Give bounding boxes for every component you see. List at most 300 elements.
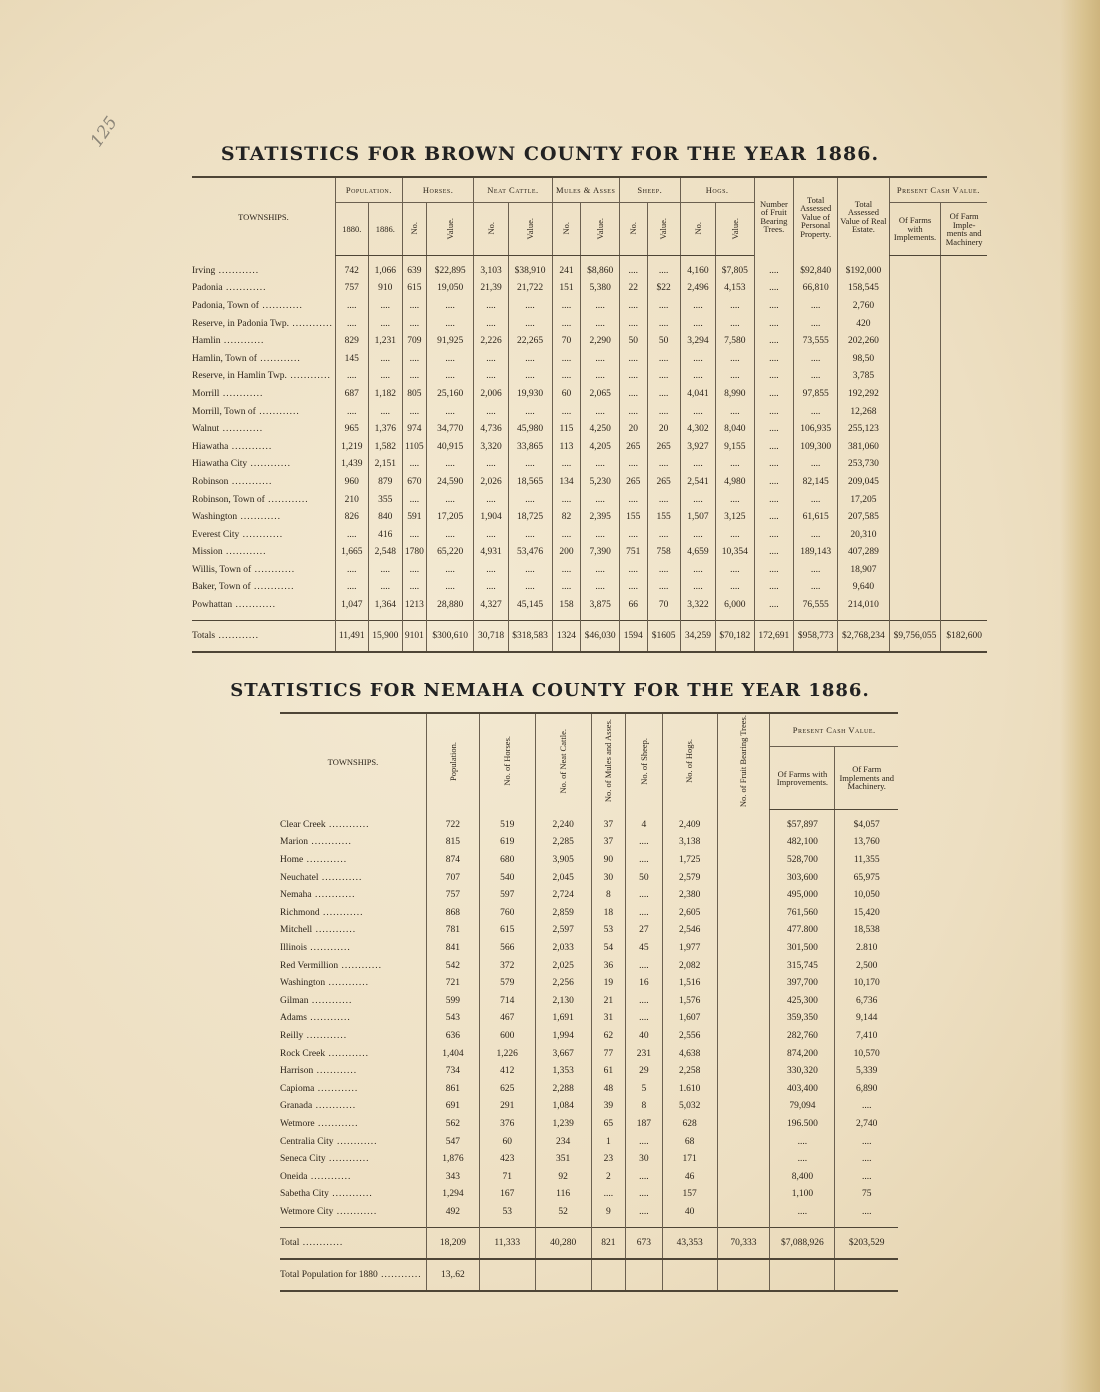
- table-cell: ....: [474, 403, 508, 421]
- table-cell: 359,350: [770, 1010, 835, 1028]
- table-cell: 158,545: [838, 280, 890, 298]
- table-cell: ....: [680, 561, 715, 579]
- table-cell: ....: [680, 491, 715, 509]
- table-cell: ....: [368, 368, 402, 386]
- table-cell: 2: [591, 1168, 626, 1186]
- table-cell: 43,353: [662, 1227, 717, 1259]
- table-cell: 2,740: [835, 1115, 898, 1133]
- table-cell: ....: [426, 403, 474, 421]
- table-cell: 2,496: [680, 280, 715, 298]
- table-cell: 9: [591, 1203, 626, 1221]
- table-cell: ....: [335, 526, 368, 544]
- table-cell: 1,231: [368, 332, 402, 350]
- table-cell: 757: [426, 886, 479, 904]
- table-cell: 2.810: [835, 939, 898, 957]
- table-cell: 134: [552, 473, 581, 491]
- table-cell: 34,770: [426, 420, 474, 438]
- table-cell: 187: [626, 1115, 663, 1133]
- table-cell: ....: [626, 1186, 663, 1204]
- table-cell: ....: [508, 350, 552, 368]
- table-cell: 423: [479, 1150, 535, 1168]
- table-cell: [717, 1150, 770, 1168]
- table-cell: ....: [474, 297, 508, 315]
- brown-header-mules: Mules & Asses: [552, 177, 619, 203]
- table-cell: 492: [426, 1203, 479, 1221]
- table-cell: 680: [479, 851, 535, 869]
- table-cell: 372: [479, 957, 535, 975]
- table-cell: 691: [426, 1098, 479, 1116]
- brown-header-cattle-value: Value.: [524, 217, 535, 239]
- table-cell: 397,700: [770, 974, 835, 992]
- table-cell: 70,333: [717, 1227, 770, 1259]
- table-cell: 5,339: [835, 1062, 898, 1080]
- table-cell: 1780: [402, 544, 426, 562]
- table-cell: 1,576: [662, 992, 717, 1010]
- table-cell: 467: [479, 1010, 535, 1028]
- table-cell: ....: [368, 315, 402, 333]
- table-cell: 591: [402, 508, 426, 526]
- township-name: Hiawatha City .....: [192, 456, 335, 474]
- table-cell: ....: [508, 368, 552, 386]
- table-cell: ....: [402, 368, 426, 386]
- table-cell: ....: [581, 368, 619, 386]
- township-name: Marion .....: [280, 834, 426, 852]
- table-cell: $46,030: [581, 620, 619, 652]
- table-cell: ....: [619, 491, 647, 509]
- table-cell: 542: [426, 957, 479, 975]
- township-name: Wetmore .....: [280, 1115, 426, 1133]
- table-cell: 28,880: [426, 596, 474, 614]
- table-cell: 11,491: [335, 620, 368, 652]
- table-cell: 3,294: [680, 332, 715, 350]
- table-cell: [941, 579, 987, 597]
- table-cell: 1,239: [535, 1115, 591, 1133]
- township-name: Nemaha .....: [280, 886, 426, 904]
- table-cell: 62: [591, 1027, 626, 1045]
- table-cell: [889, 491, 941, 509]
- brown-header-townships: TOWNSHIPS.: [192, 177, 335, 256]
- township-name: Washington .....: [280, 974, 426, 992]
- nemaha-header-fruit-trees: No. of Fruit Bearing Trees.: [738, 715, 749, 808]
- table-cell: 9,144: [835, 1010, 898, 1028]
- table-cell: 2,288: [535, 1080, 591, 1098]
- table-cell: 210: [335, 491, 368, 509]
- table-cell: 9101: [402, 620, 426, 652]
- township-name: Rock Creek .....: [280, 1045, 426, 1063]
- table-cell: 407,289: [838, 544, 890, 562]
- table-cell: ....: [754, 280, 794, 298]
- table-cell: 528,700: [770, 851, 835, 869]
- table-row: [280, 851, 898, 869]
- table-cell: ....: [647, 350, 680, 368]
- table-cell: 6,000: [716, 596, 754, 614]
- table-cell: [889, 403, 941, 421]
- nemaha-header-mules: No. of Mules and Asses.: [603, 719, 614, 803]
- township-name: Illinois .....: [280, 939, 426, 957]
- table-cell: ....: [552, 491, 581, 509]
- table-cell: 709: [402, 332, 426, 350]
- table-cell: 15,900: [368, 620, 402, 652]
- table-row: [280, 886, 898, 904]
- table-cell: ....: [552, 350, 581, 368]
- table-cell: 599: [426, 992, 479, 1010]
- table-cell: ....: [794, 561, 838, 579]
- table-cell: 7,410: [835, 1027, 898, 1045]
- brown-header-cash-value: Present Cash Value.: [889, 177, 987, 203]
- table-cell: ....: [626, 957, 663, 975]
- table-cell: ....: [680, 526, 715, 544]
- table-cell: ....: [426, 456, 474, 474]
- table-cell: 5,230: [581, 473, 619, 491]
- table-cell: ....: [426, 315, 474, 333]
- table-cell: ....: [626, 1168, 663, 1186]
- table-cell: 301,500: [770, 939, 835, 957]
- brown-header-mules-value: Value.: [594, 217, 605, 239]
- township-name: Mitchell .....: [280, 922, 426, 940]
- table-cell: 355: [368, 491, 402, 509]
- table-cell: ....: [402, 297, 426, 315]
- table-cell: ....: [552, 561, 581, 579]
- table-cell: 1: [591, 1133, 626, 1151]
- table-cell: 265: [619, 438, 647, 456]
- nemaha-header-townships: TOWNSHIPS.: [280, 713, 426, 810]
- table-cell: ....: [619, 262, 647, 280]
- table-cell: 826: [335, 508, 368, 526]
- table-cell: 1,904: [474, 508, 508, 526]
- table-cell: 60: [552, 385, 581, 403]
- township-name: Totals .....: [192, 620, 335, 652]
- table-cell: ....: [716, 315, 754, 333]
- table-cell: [717, 1115, 770, 1133]
- table-row: [192, 385, 987, 403]
- table-cell: ....: [754, 385, 794, 403]
- table-cell: 547: [426, 1133, 479, 1151]
- table-cell: 841: [426, 939, 479, 957]
- table-cell: ....: [402, 456, 426, 474]
- table-cell: 687: [335, 385, 368, 403]
- table-cell: [717, 1080, 770, 1098]
- table-cell: 2,258: [662, 1062, 717, 1080]
- table-cell: 50: [626, 869, 663, 887]
- table-cell: ....: [794, 297, 838, 315]
- table-cell: 4,931: [474, 544, 508, 562]
- table-cell: 34,259: [680, 620, 715, 652]
- table-cell: [717, 851, 770, 869]
- township-name: Mission .....: [192, 544, 335, 562]
- table-cell: 17,205: [838, 491, 890, 509]
- table-cell: ....: [581, 579, 619, 597]
- table-cell: 1213: [402, 596, 426, 614]
- table-cell: ....: [508, 526, 552, 544]
- table-cell: [717, 886, 770, 904]
- table-cell: [717, 1168, 770, 1186]
- table-cell: ....: [754, 332, 794, 350]
- table-cell: 874,200: [770, 1045, 835, 1063]
- table-cell: 1105: [402, 438, 426, 456]
- township-name: Baker, Town of .....: [192, 579, 335, 597]
- table-cell: 3,875: [581, 596, 619, 614]
- table-cell: 90: [591, 851, 626, 869]
- table-cell: [889, 456, 941, 474]
- table-row: [280, 1045, 898, 1063]
- table-cell: [889, 262, 941, 280]
- table-cell: ....: [474, 350, 508, 368]
- table-cell: ....: [402, 561, 426, 579]
- table-cell: 2,605: [662, 904, 717, 922]
- table-cell: 722: [426, 816, 479, 834]
- table-cell: [941, 544, 987, 562]
- table-cell: 4,302: [680, 420, 715, 438]
- table-cell: ....: [716, 456, 754, 474]
- table-cell: 2,082: [662, 957, 717, 975]
- table-cell: 2,065: [581, 385, 619, 403]
- table-cell: 761,560: [770, 904, 835, 922]
- table-cell: ....: [581, 491, 619, 509]
- table-cell: $2,768,234: [838, 620, 890, 652]
- nemaha-header-implements: Of Farm Implements and Machinery.: [835, 747, 898, 810]
- table-cell: 403,400: [770, 1080, 835, 1098]
- table-cell: 54: [591, 939, 626, 957]
- brown-header-neat-cattle: Neat Cattle.: [474, 177, 552, 203]
- table-cell: ....: [835, 1150, 898, 1168]
- table-cell: [717, 992, 770, 1010]
- table-cell: ....: [754, 403, 794, 421]
- brown-header-horses-no: No.: [409, 221, 420, 235]
- table-cell: 4,736: [474, 420, 508, 438]
- brown-header-mules-no: No.: [561, 221, 572, 235]
- table-cell: ....: [754, 368, 794, 386]
- table-cell: ....: [426, 350, 474, 368]
- table-cell: ....: [581, 526, 619, 544]
- table-cell: ....: [835, 1203, 898, 1221]
- table-cell: 30,718: [474, 620, 508, 652]
- table-row: [280, 1062, 898, 1080]
- table-cell: $22: [647, 280, 680, 298]
- township-name: Hamlin .....: [192, 332, 335, 350]
- table-cell: 116: [535, 1186, 591, 1204]
- table-cell: 1,507: [680, 508, 715, 526]
- table-cell: ....: [552, 368, 581, 386]
- table-cell: ....: [368, 297, 402, 315]
- table-cell: ....: [754, 579, 794, 597]
- table-cell: ....: [794, 579, 838, 597]
- table-cell: 5,380: [581, 280, 619, 298]
- table-cell: $300,610: [426, 620, 474, 652]
- table-row: [192, 315, 987, 333]
- table-cell: [941, 368, 987, 386]
- table-cell: [717, 1027, 770, 1045]
- table-cell: 37: [591, 816, 626, 834]
- table-cell: 145: [335, 350, 368, 368]
- table-cell: 5,032: [662, 1098, 717, 1116]
- table-cell: 13,760: [835, 834, 898, 852]
- table-row: [280, 1203, 898, 1221]
- table-cell: 53: [591, 922, 626, 940]
- table-cell: [717, 869, 770, 887]
- table-cell: [941, 526, 987, 544]
- table-cell: 1,582: [368, 438, 402, 456]
- table-cell: $57,897: [770, 816, 835, 834]
- table-cell: 61,615: [794, 508, 838, 526]
- table-cell: ....: [770, 1150, 835, 1168]
- table-cell: 1,977: [662, 939, 717, 957]
- table-cell: 8,040: [716, 420, 754, 438]
- table-cell: [941, 297, 987, 315]
- table-cell: ....: [581, 456, 619, 474]
- table-cell: [941, 508, 987, 526]
- table-cell: 1594: [619, 620, 647, 652]
- table-cell: 751: [619, 544, 647, 562]
- table-cell: ....: [619, 403, 647, 421]
- table-cell: 636: [426, 1027, 479, 1045]
- table-cell: 18,209: [426, 1227, 479, 1259]
- table-cell: 600: [479, 1027, 535, 1045]
- table-cell: ....: [402, 403, 426, 421]
- table-cell: 805: [402, 385, 426, 403]
- brown-county-title: STATISTICS FOR BROWN COUNTY FOR THE YEAR 1886.: [220, 143, 880, 165]
- table-cell: [717, 1203, 770, 1221]
- table-cell: 1,376: [368, 420, 402, 438]
- table-cell: 721: [426, 974, 479, 992]
- table-row: [192, 350, 987, 368]
- table-cell: 21,39: [474, 280, 508, 298]
- table-row: [192, 561, 987, 579]
- table-cell: 1,066: [368, 262, 402, 280]
- table-cell: ....: [335, 403, 368, 421]
- brown-header-hogs: Hogs.: [680, 177, 754, 203]
- table-cell: ....: [426, 579, 474, 597]
- township-name: Washington .....: [192, 508, 335, 526]
- table-cell: 477.800: [770, 922, 835, 940]
- table-cell: 6,736: [835, 992, 898, 1010]
- table-cell: 265: [647, 473, 680, 491]
- township-name: Total .....: [280, 1227, 426, 1259]
- table-cell: 1,353: [535, 1062, 591, 1080]
- table-cell: [717, 1098, 770, 1116]
- table-cell: [889, 420, 941, 438]
- table-cell: 20,310: [838, 526, 890, 544]
- table-cell: 18,725: [508, 508, 552, 526]
- table-cell: 2,724: [535, 886, 591, 904]
- table-cell: 714: [479, 992, 535, 1010]
- table-cell: ....: [626, 992, 663, 1010]
- township-name: Robinson .....: [192, 473, 335, 491]
- table-cell: ....: [754, 526, 794, 544]
- table-cell: 416: [368, 526, 402, 544]
- table-cell: 495,000: [770, 886, 835, 904]
- table-cell: 420: [838, 315, 890, 333]
- table-cell: 10,050: [835, 886, 898, 904]
- table-cell: ....: [680, 315, 715, 333]
- table-cell: 2,033: [535, 939, 591, 957]
- table-cell: 734: [426, 1062, 479, 1080]
- table-cell: ....: [619, 456, 647, 474]
- table-cell: [889, 297, 941, 315]
- table-cell: 2,380: [662, 886, 717, 904]
- table-cell: ....: [680, 297, 715, 315]
- table-cell: 1,404: [426, 1045, 479, 1063]
- table-cell: ....: [619, 315, 647, 333]
- table-cell: 22,265: [508, 332, 552, 350]
- township-name: Padonia, Town of .....: [192, 297, 335, 315]
- table-cell: 16: [626, 974, 663, 992]
- table-cell: [889, 508, 941, 526]
- table-cell: ....: [754, 438, 794, 456]
- table-cell: ....: [716, 403, 754, 421]
- table-cell: 2,025: [535, 957, 591, 975]
- township-name: Hamlin, Town of .....: [192, 350, 335, 368]
- table-cell: ....: [626, 1010, 663, 1028]
- table-cell: 66: [619, 596, 647, 614]
- township-name: Total Population for 1880 .....: [280, 1259, 426, 1291]
- township-name: Red Vermillion .....: [280, 957, 426, 975]
- table-cell: 18,538: [835, 922, 898, 940]
- table-cell: $38,910: [508, 262, 552, 280]
- brown-header-fruit-trees: Number of Fruit Bearing Trees.: [754, 177, 794, 256]
- table-cell: ....: [754, 596, 794, 614]
- table-cell: 625: [479, 1080, 535, 1098]
- table-cell: 425,300: [770, 992, 835, 1010]
- nemaha-header-hogs: No. of Hogs.: [684, 739, 695, 783]
- table-cell: 781: [426, 922, 479, 940]
- table-cell: 10,170: [835, 974, 898, 992]
- table-cell: 291: [479, 1098, 535, 1116]
- table-cell: 31: [591, 1010, 626, 1028]
- table-cell: 9,155: [716, 438, 754, 456]
- table-cell: ....: [619, 579, 647, 597]
- table-cell: 65: [591, 1115, 626, 1133]
- table-cell: ....: [581, 315, 619, 333]
- table-cell: 628: [662, 1115, 717, 1133]
- table-row: [280, 1186, 898, 1204]
- table-cell: [941, 385, 987, 403]
- table-cell: 68: [662, 1133, 717, 1151]
- table-cell: ....: [619, 350, 647, 368]
- table-cell: 1,364: [368, 596, 402, 614]
- table-cell: ....: [368, 579, 402, 597]
- table-cell: ....: [581, 350, 619, 368]
- table-cell: 189,143: [794, 544, 838, 562]
- table-cell: 4: [626, 816, 663, 834]
- table-cell: 75: [835, 1186, 898, 1204]
- brown-header-implements: Of Farm Imple- ments and Machinery: [941, 203, 987, 256]
- table-cell: 155: [619, 508, 647, 526]
- table-cell: 758: [647, 544, 680, 562]
- table-cell: ....: [402, 526, 426, 544]
- table-cell: 482,100: [770, 834, 835, 852]
- table-cell: 113: [552, 438, 581, 456]
- table-cell: 2,226: [474, 332, 508, 350]
- table-cell: $203,529: [835, 1227, 898, 1259]
- table-cell: 172,691: [754, 620, 794, 652]
- table-cell: 209,045: [838, 473, 890, 491]
- table-cell: [717, 1133, 770, 1151]
- table-cell: 20: [647, 420, 680, 438]
- table-cell: 53: [479, 1203, 535, 1221]
- table-cell: ....: [754, 544, 794, 562]
- township-name: Morrill .....: [192, 385, 335, 403]
- table-cell: 66,810: [794, 280, 838, 298]
- table-cell: 760: [479, 904, 535, 922]
- table-cell: 18,907: [838, 561, 890, 579]
- table-cell: 1,691: [535, 1010, 591, 1028]
- table-cell: 5: [626, 1080, 663, 1098]
- table-cell: 30: [626, 1150, 663, 1168]
- table-cell: [717, 904, 770, 922]
- table-cell: 566: [479, 939, 535, 957]
- table-cell: ....: [716, 297, 754, 315]
- table-cell: 4,638: [662, 1045, 717, 1063]
